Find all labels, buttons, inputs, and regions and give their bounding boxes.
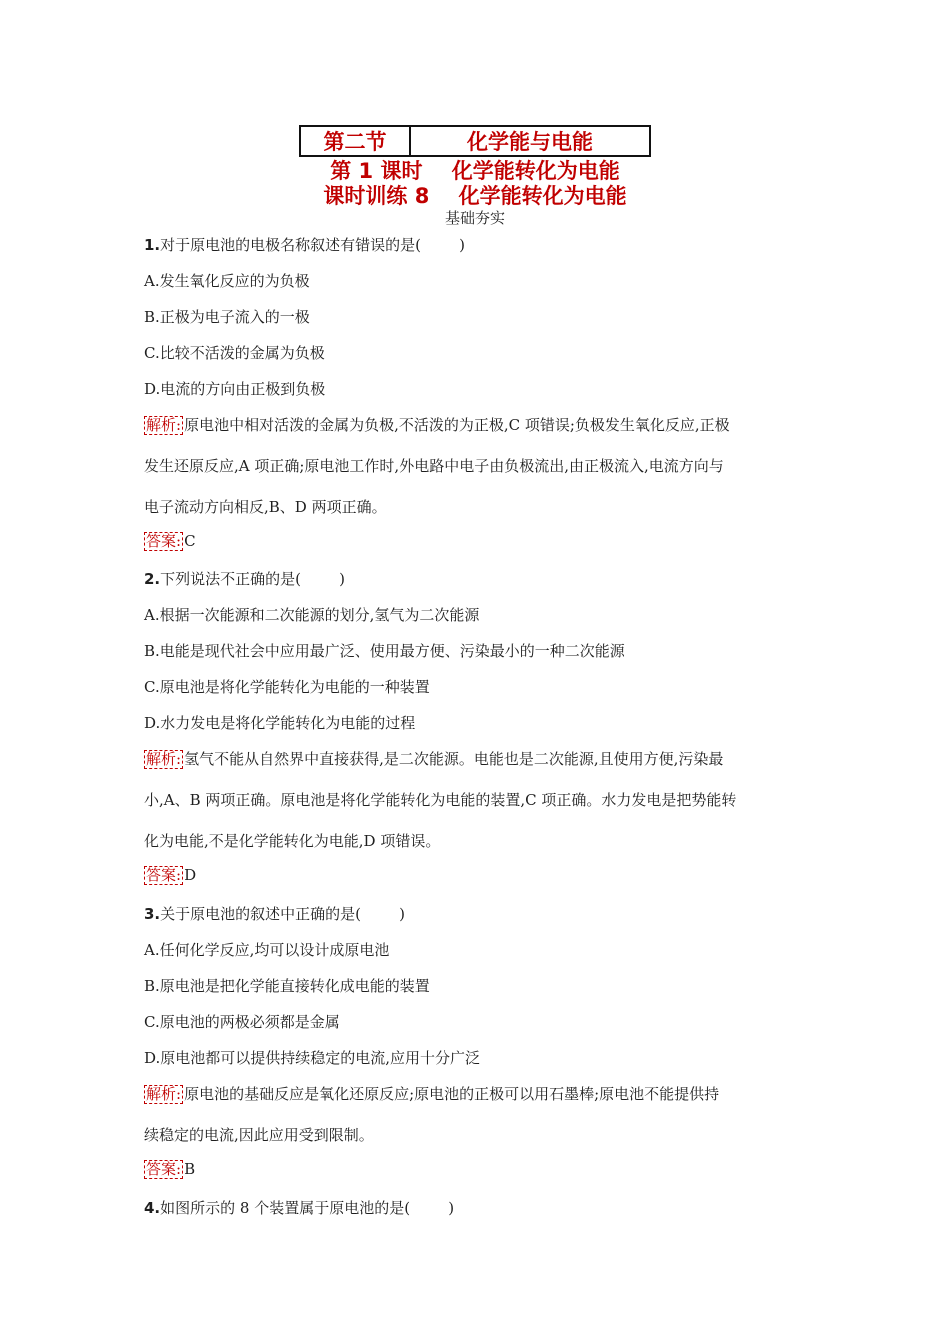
question-3-option-a: A.任何化学反应,均可以设计成原电池	[144, 941, 390, 959]
question-1-analysis-line-2: 发生还原反应,A 项正确;原电池工作时,外电路中电子由负极流出,由正极流入,电流方向与	[144, 457, 724, 475]
question-3-answer: 答案: B	[146, 1160, 196, 1178]
question-2-stem: 2.下列说法不正确的是( )	[144, 570, 345, 588]
question-2-option-a: A.根据一次能源和二次能源的划分,氢气为二次能源	[144, 606, 480, 624]
lesson-title: 第 1 课时 化学能转化为电能	[330, 159, 620, 183]
question-1-option-c: C.比较不活泼的金属为负极	[144, 344, 325, 362]
question-2-analysis-line-1: 解析: 氢气不能从自然界中直接获得,是二次能源。电能也是二次能源,且使用方便,污染最	[146, 750, 724, 768]
question-3-stem: 3.关于原电池的叙述中正确的是( )	[144, 905, 405, 923]
analysis-label: 解析:	[146, 750, 182, 768]
section-number-cell: 第二节	[301, 127, 411, 155]
question-2-analysis-line-3: 化为电能,不是化学能转化为电能,D 项错误。	[144, 832, 441, 850]
question-3-option-c: C.原电池的两极必须都是金属	[144, 1013, 340, 1031]
question-1-option-b: B.正极为电子流入的一极	[144, 308, 310, 326]
question-2-answer: 答案: D	[146, 866, 197, 884]
question-1-answer: 答案: C	[146, 532, 196, 550]
question-1-option-d: D.电流的方向由正极到负极	[144, 380, 326, 398]
question-1-analysis-line-3: 电子流动方向相反,B、D 两项正确。	[144, 498, 387, 516]
question-1-analysis-line-1: 解析: 原电池中相对活泼的金属为负极,不活泼的为正极,C 项错误;负极发生氧化反应,正极	[146, 416, 730, 434]
question-3-analysis-line-2: 续稳定的电流,因此应用受到限制。	[144, 1126, 374, 1144]
question-3-analysis-line-1: 解析: 原电池的基础反应是氧化还原反应;原电池的正极可以用石墨棒;原电池不能提供持	[146, 1085, 720, 1103]
section-name-cell: 化学能与电能	[467, 130, 593, 154]
question-2-option-c: C.原电池是将化学能转化为电能的一种装置	[144, 678, 430, 696]
subheading: 基础夯实	[444, 209, 505, 227]
question-3-option-d: D.原电池都可以提供持续稳定的电流,应用十分广泛	[144, 1049, 481, 1067]
analysis-label: 解析:	[146, 1085, 182, 1103]
answer-label: 答案:	[146, 866, 182, 884]
training-title: 课时训练 8 化学能转化为电能	[323, 184, 627, 208]
question-1-option-a: A.发生氧化反应的为负极	[144, 272, 310, 290]
question-4-stem: 4.如图所示的 8 个装置属于原电池的是( )	[144, 1199, 455, 1217]
question-2-analysis-line-2: 小,A、B 两项正确。原电池是将化学能转化为电能的装置,C 项正确。水力发电是把势能转	[144, 791, 737, 809]
question-1-stem: 1.对于原电池的电极名称叙述有错误的是( )	[144, 236, 465, 254]
question-2-option-b: B.电能是现代社会中应用最广泛、使用最方便、污染最小的一种二次能源	[144, 642, 625, 660]
analysis-label: 解析:	[146, 416, 182, 434]
question-2-option-d: D.水力发电是将化学能转化为电能的过程	[144, 714, 416, 732]
section-title-table	[299, 125, 651, 157]
answer-label: 答案:	[146, 1160, 182, 1178]
answer-label: 答案:	[146, 532, 182, 550]
question-3-option-b: B.原电池是把化学能直接转化成电能的装置	[144, 977, 430, 995]
